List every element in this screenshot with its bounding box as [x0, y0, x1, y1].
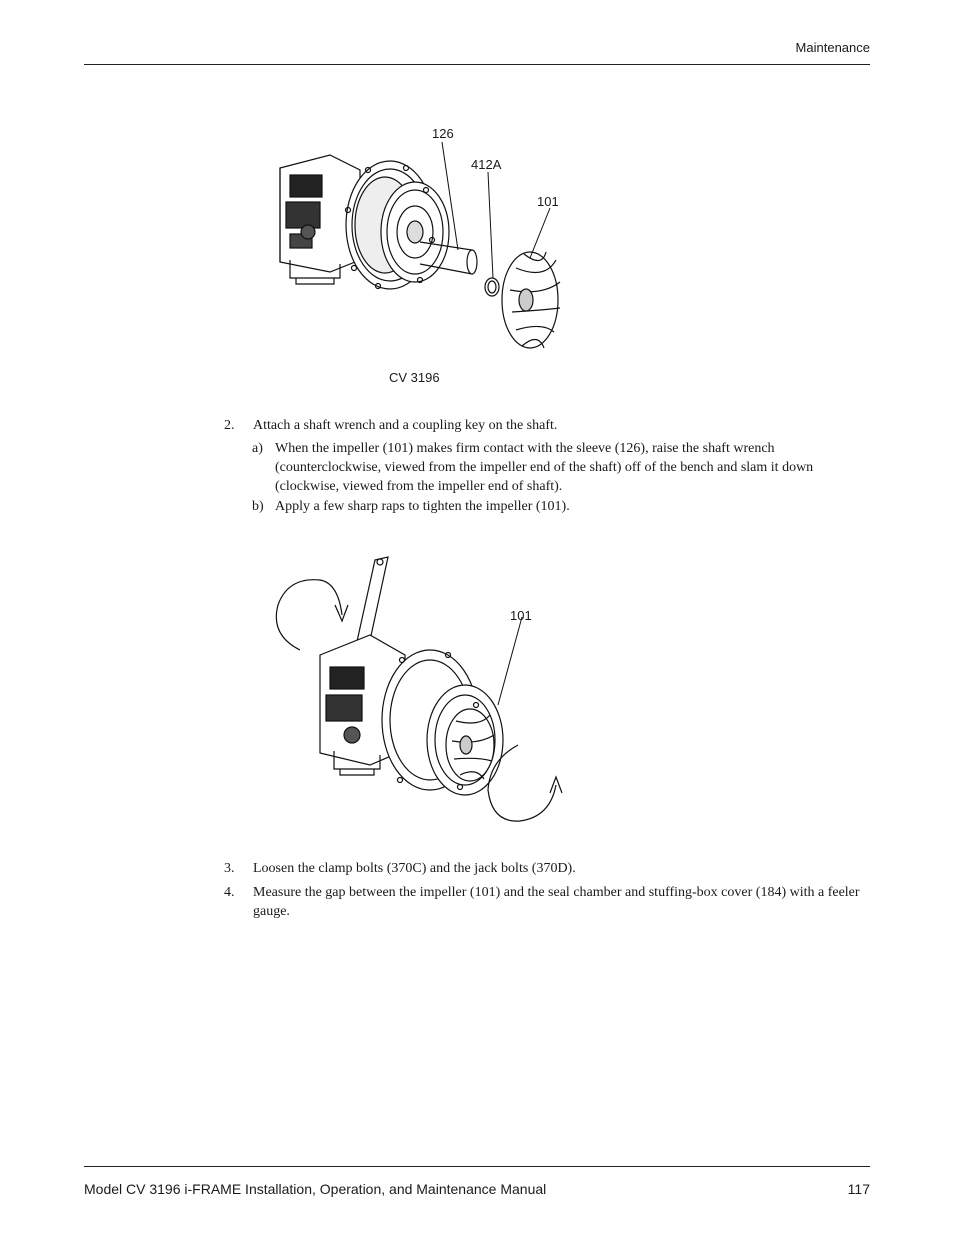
pump-exploded-illustration: [260, 150, 580, 360]
callout-101: 101: [537, 194, 559, 209]
step-text: Loosen the clamp bolts (370C) and the jack bolts (370D).: [253, 861, 576, 876]
step-2b: [252, 497, 870, 517]
substep-letter: b): [252, 499, 264, 514]
substep-text: Apply a few sharp raps to tighten the impeller (101).: [275, 499, 570, 514]
callout-412a: 412A: [471, 157, 502, 172]
callout-126: 126: [432, 126, 454, 141]
footer-manual-title: Model CV 3196 i-FRAME Installation, Operation, and Maintenance Manual: [84, 1181, 547, 1197]
running-header-section: Maintenance: [795, 40, 870, 55]
step-text: Attach a shaft wrench and a coupling key on the shaft.: [253, 418, 558, 433]
footer-rule: [84, 1166, 870, 1167]
substep-letter: a): [252, 441, 263, 456]
figure-shaft-wrench: [270, 555, 570, 825]
step-4: [224, 883, 870, 923]
step-2a: [252, 439, 870, 497]
page-number: 117: [847, 1181, 870, 1197]
substep-text: When the impeller (101) makes firm contact with the sleeve (126), raise the shaft wrench (counterclockwise, viewed from the impeller end of the shaft) off of the bench and slam it down (clockwise, viewed from the impeller end of shaft).: [275, 441, 814, 494]
step-3: [224, 859, 870, 879]
figure-pump-exploded: [260, 150, 580, 360]
header-rule: [84, 64, 870, 65]
step-number: 4.: [224, 885, 235, 900]
figure-caption: CV 3196: [389, 370, 440, 385]
step-2: [224, 416, 870, 436]
step-number: 2.: [224, 418, 235, 433]
step-text: Measure the gap between the impeller (101) and the seal chamber and stuffing-box cover (184) with a feeler gauge.: [253, 885, 860, 919]
shaft-wrench-illustration: [270, 555, 570, 825]
callout-101: 101: [510, 608, 532, 623]
step-number: 3.: [224, 861, 235, 876]
